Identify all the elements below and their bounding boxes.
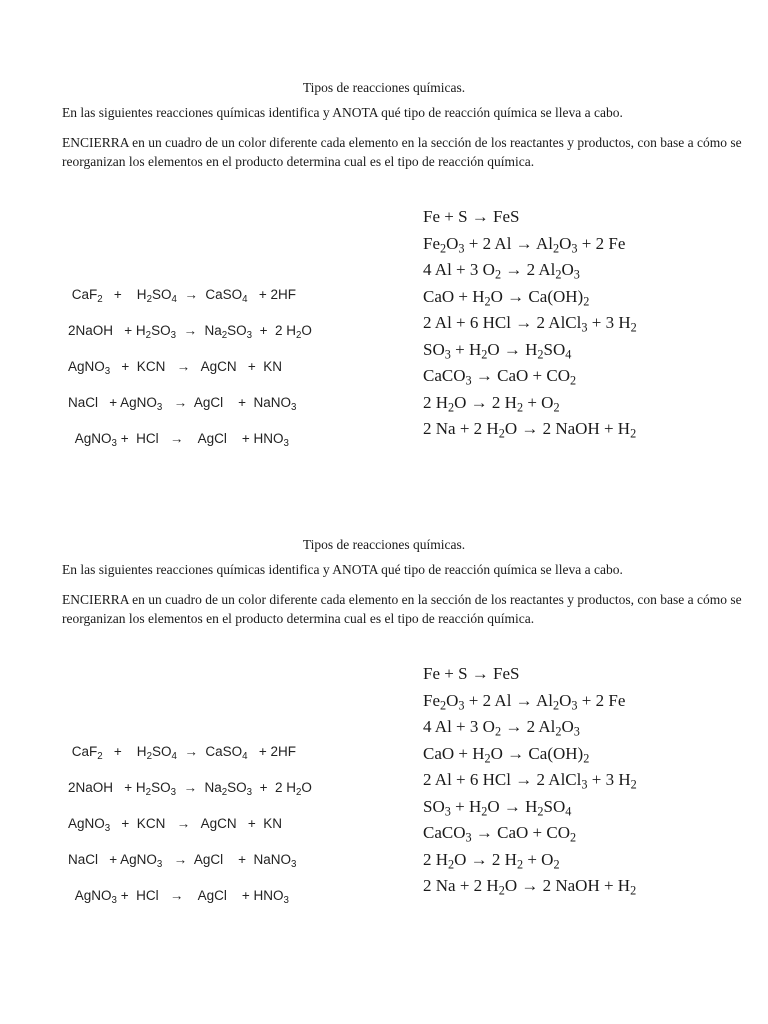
chemical-equation: $SO_3 + H_2O \to H_2SO_4$	[423, 339, 572, 362]
chemical-equation: CaO + $H_2O \to Ca(OH)_2$	[423, 743, 590, 766]
instruction-text: ENCIERRA en un cuadro de un color diferente cada elemento en la sección de los reactantes y productos, con base a cómo se reorganizan los elementos en el producto determina cual es el tipo de reacción química.	[62, 592, 742, 626]
chemical-equation: AgNO$_3$ + KCN → AgCN + KN	[68, 359, 282, 377]
instruction-text: En las siguientes reacciones químicas identifica y ANOTA qué tipo de reacción química se lleva a cabo.	[62, 105, 623, 120]
instruction-text: En las siguientes reacciones químicas identifica y ANOTA qué tipo de reacción química se lleva a cabo.	[62, 562, 623, 577]
chemical-equation: CaO + $H_2O \to Ca(OH)_2$	[423, 286, 590, 309]
chemical-equation: AgNO$_3$ + HCl → AgCl + $HNO_3$	[68, 431, 289, 449]
page-title: Tipos de reacciones químicas.	[302, 80, 466, 95]
equation-list-right	[423, 664, 637, 903]
chemical-equation: CaCO$_3$ → CaO + $CO_2$	[423, 823, 577, 845]
chemical-equation: 2 $H_2O \to 2$ $H_2 + O_2$	[423, 849, 560, 872]
chemical-equation: 2NaOH + $H_2SO_3 \to Na_2SO_3 + 2$ $H_2O$	[68, 780, 312, 798]
chemical-equation: 2 Al + 6 HCl → 2 AlCl$_3$ + 3 $H_2$	[423, 313, 637, 335]
chemical-equation: AgNO$_3$ + HCl → AgCl + $HNO_3$	[68, 888, 289, 906]
worksheet-bottom	[0, 537, 768, 997]
equation-list-left	[68, 287, 312, 467]
chemical-equation: 4 Al + 3 $O_2 \to 2$ $Al_2O_3$	[423, 260, 580, 282]
chemical-equation: CaCO$_3$ → CaO + $CO_2$	[423, 366, 577, 388]
chemical-equation: 2NaOH + $H_2SO_3 \to Na_2SO_3 + 2$ $H_2O$	[68, 323, 312, 341]
chemical-equation: $SO_3 + H_2O \to H_2SO_4$	[423, 796, 572, 819]
chemical-equation: NaCl + AgNO$_3$ → AgCl + NaNO$_3$	[68, 852, 297, 870]
chemical-equation: 4 Al + 3 $O_2 \to 2$ $Al_2O_3$	[423, 717, 580, 739]
chemical-equation: NaCl + AgNO$_3$ → AgCl + NaNO$_3$	[68, 395, 297, 413]
chemical-equation: 2 $H_2O \to 2$ $H_2 + O_2$	[423, 392, 560, 415]
chemical-equation: Fe + S → FeS	[423, 664, 520, 683]
worksheet-top	[0, 80, 768, 540]
chemical-equation: 2 Na + 2 $H_2O \to 2$ NaOH + $H_2$	[423, 419, 637, 441]
chemical-equation: Fe + S → FeS	[423, 207, 520, 226]
chemical-equation: CaF$_2$ + $H_2SO_4$ → CaSO$_4$ + 2HF	[68, 287, 296, 305]
chemical-equation: 2 Al + 6 HCl → 2 AlCl$_3$ + 3 $H_2$	[423, 770, 637, 792]
chemical-equation: $Fe_2O_3 + 2$ $Al \to Al_2O_3 + 2$ Fe	[423, 233, 626, 256]
instruction-text: ENCIERRA en un cuadro de un color diferente cada elemento en la sección de los reactantes y productos, con base a cómo se reorganizan los elementos en el producto determina cual es el tipo de reacción química.	[62, 135, 742, 169]
chemical-equation: CaF$_2$ + $H_2SO_4$ → CaSO$_4$ + 2HF	[68, 744, 296, 762]
page-title: Tipos de reacciones químicas.	[302, 537, 466, 552]
equation-list-right	[423, 207, 637, 446]
chemical-equation: 2 Na + 2 $H_2O \to 2$ NaOH + $H_2$	[423, 876, 637, 898]
equation-list-left	[68, 744, 312, 924]
chemical-equation: $Fe_2O_3 + 2$ $Al \to Al_2O_3 + 2$ Fe	[423, 690, 626, 713]
chemical-equation: AgNO$_3$ + KCN → AgCN + KN	[68, 816, 282, 834]
